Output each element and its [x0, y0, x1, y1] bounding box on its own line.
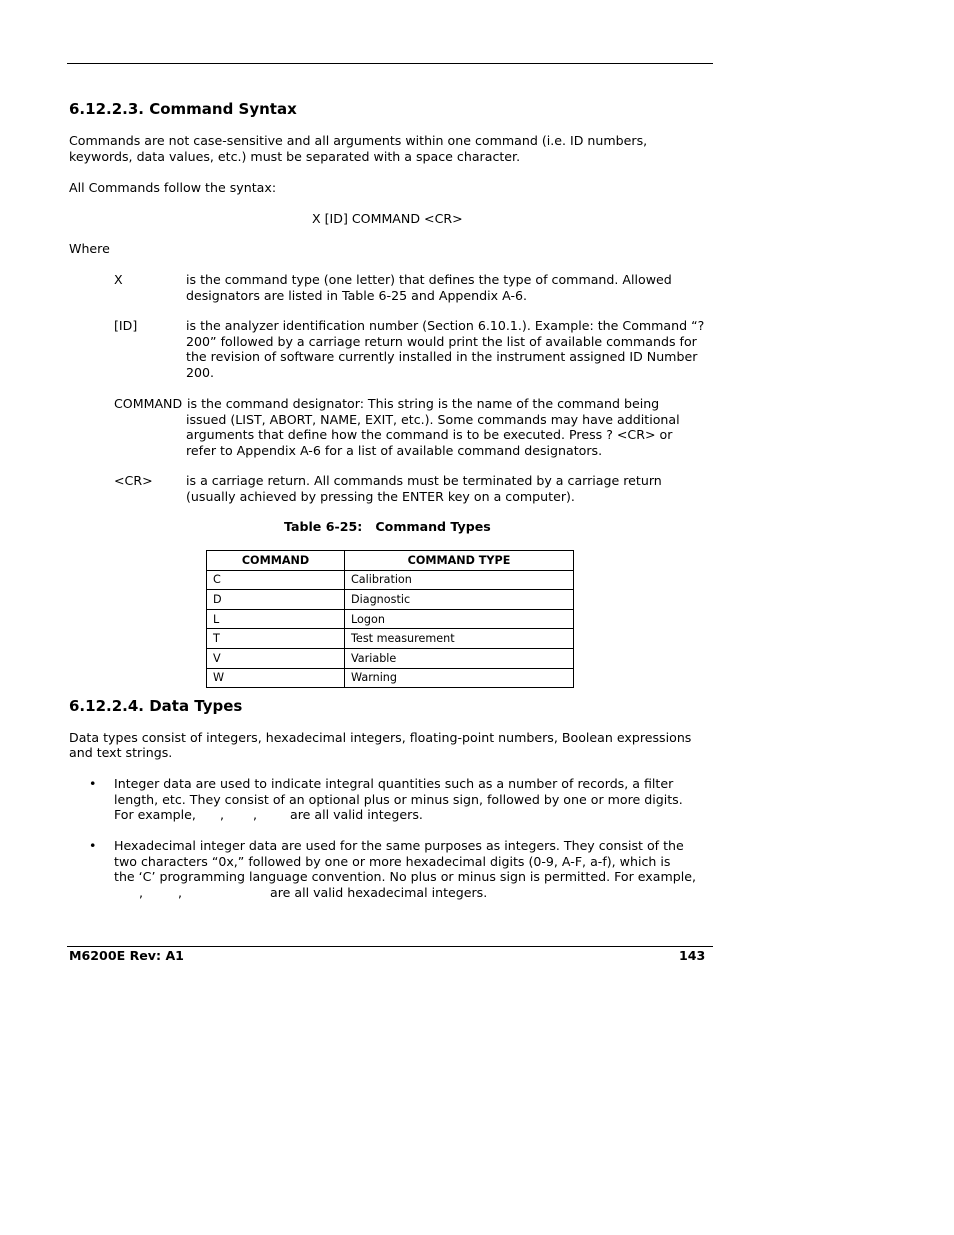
bullet-line: are all valid integers. [290, 807, 423, 823]
section-heading-command-syntax: 6.12.2.3. Command Syntax [69, 100, 297, 118]
definition-item [114, 396, 714, 460]
definition-description: is the analyzer identification number (Section 6.10.1.). Example: the Command “? 200” followed by a carriage return would print the list of available commands for the revision of software currently installed in the instrument assigned ID Number 200. [186, 318, 705, 380]
footer-page-number: 143 [679, 948, 706, 963]
bullet-line: two characters “0x,” followed by one or more hexadecimal digits (0-9, A-F, a-f), which is [114, 853, 671, 869]
table-row [207, 648, 574, 668]
definition-item [114, 473, 714, 505]
command-types-table [206, 550, 574, 688]
paragraph-line: Data types consist of integers, hexadecimal integers, floating-point numbers, Boolean expressions [69, 730, 692, 745]
header-rule [67, 63, 713, 64]
table-header-cell: COMMAND [207, 551, 345, 571]
definition-term: COMMAND [114, 396, 183, 411]
definition-item [114, 272, 714, 304]
definition-description: is a carriage return. All commands must be terminated by a carriage return (usually achieved by pressing the ENTER key on a computer). [186, 473, 662, 504]
bullet-line: length, etc. They consist of an optional plus or minus sign, followed by one or more digits. [114, 791, 683, 807]
separator: , [178, 884, 183, 900]
table-cell: Diagnostic [345, 590, 574, 610]
definition-term: X [114, 272, 123, 287]
bullet-list-item [89, 838, 719, 902]
table-cell: Calibration [345, 570, 574, 590]
separator: , [139, 884, 144, 900]
command-syntax: X [ID] COMMAND <CR> [312, 211, 463, 226]
bullet-icon: • [89, 776, 97, 791]
table-header-cell: COMMAND TYPE [345, 551, 574, 571]
table-row [207, 668, 574, 688]
definition-item [114, 318, 714, 382]
table-cell: Test measurement [345, 629, 574, 649]
paragraph-line: All Commands follow the syntax: [69, 180, 277, 195]
table-row [207, 609, 574, 629]
table-row [207, 590, 574, 610]
bullet-list-item [89, 776, 719, 824]
table-cell: C [207, 570, 345, 590]
definition-term: [ID] [114, 318, 138, 333]
bullet-line: Hexadecimal integer data are used for the same purposes as integers. They consist of the [114, 838, 684, 853]
definition-description-first-line: is the command designator: This string is the name of the command being [187, 396, 660, 411]
where-label: Where [69, 241, 110, 256]
footer-document-id: M6200E Rev: A1 [69, 948, 184, 963]
footer-rule [67, 946, 713, 947]
table-cell: L [207, 609, 345, 629]
table-cell: Logon [345, 609, 574, 629]
bullet-line: For example, [114, 807, 196, 823]
table-header-row [207, 551, 574, 571]
definition-description: is the command type (one letter) that defines the type of command. Allowed designators are listed in Table 6-25 and Appendix A-6. [186, 272, 672, 303]
table-cell: T [207, 629, 345, 649]
separator: , [253, 807, 258, 823]
bullet-line: the ‘C’ programming language convention. No plus or minus sign is permitted. For example, [114, 869, 696, 885]
table-row [207, 629, 574, 649]
paragraph-line: keywords, data values, etc.) must be separated with a space character. [69, 149, 521, 164]
paragraph-line: and text strings. [69, 745, 173, 760]
paragraph-line: Commands are not case-sensitive and all arguments within one command (i.e. ID numbers, [69, 133, 648, 148]
table-cell: D [207, 590, 345, 610]
table-cell: W [207, 668, 345, 688]
table-row [207, 570, 574, 590]
separator: , [220, 807, 225, 823]
table-cell: Variable [345, 648, 574, 668]
bullet-line: Integer data are used to indicate integral quantities such as a number of records, a filter [114, 776, 674, 791]
table-cell: Warning [345, 668, 574, 688]
bullet-line: are all valid hexadecimal integers. [270, 884, 488, 900]
section-heading-data-types: 6.12.2.4. Data Types [69, 697, 243, 715]
bullet-icon: • [89, 838, 97, 853]
table-cell: V [207, 648, 345, 668]
definition-term: <CR> [114, 473, 153, 488]
table-caption: Table 6-25: Command Types [284, 519, 491, 534]
definition-description: issued (LIST, ABORT, NAME, EXIT, etc.). Some commands may have additional arguments that define how the command is to be executed. Press ? <CR> or refer to Appendix A-6 for a list of available command designators. [186, 411, 680, 458]
